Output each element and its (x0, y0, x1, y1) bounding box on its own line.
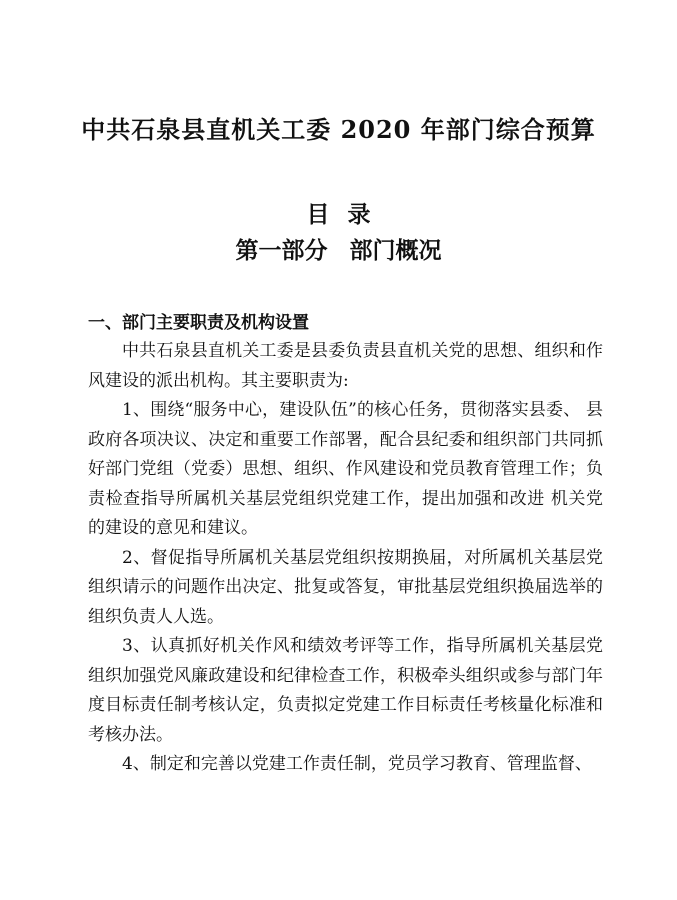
section-heading: 一、部门主要职责及机构设置 (88, 313, 309, 333)
toc-heading: 目录 (306, 201, 389, 228)
paragraph: 2、督促指导所属机关基层党组织按期换届，对所属机关基层党组织请示的问题作出决定、批复或答复，审批基层党组织换届选举的组织负责人人选。 (88, 547, 603, 627)
paragraph: 4、制定和完善以党建工作责任制，党员学习教育、管理监督、 (122, 754, 592, 774)
paragraph: 1、围绕“服务中心，建设队伍”的核心任务，贯彻落实县委、 县政府各项决议、决定和重要工作部署，配合县纪委和组织部门共同抓好部门党组（党委）思想、组织、作风建设和党员教育管理工作；负责检查指导所属机关基层党组织党建工作，提出加强和改进 机关党的建设的意见和建议。 (88, 400, 603, 538)
paragraph: 中共石泉县直机关工委是县委负责县直机关党的思想、组织和作风建设的派出机构。其主要职责为: (88, 341, 603, 391)
part-heading (0, 232, 677, 265)
part-name: 部门概况 (349, 237, 442, 264)
paragraph: 3、认真抓好机关作风和绩效考评等工作，指导所属机关基层党组织加强党风廉政建设和纪律检查工作，积极牵头组织或参与部门年度目标责任制考核认定，负责拟定党建工作目标责任考核量化标准和考核办法。 (88, 636, 603, 745)
body-text (88, 337, 603, 780)
part-number: 第一部分 (235, 237, 328, 264)
document-title: 中共石泉县直机关工委 2020 年部门综合预算 (81, 115, 596, 144)
